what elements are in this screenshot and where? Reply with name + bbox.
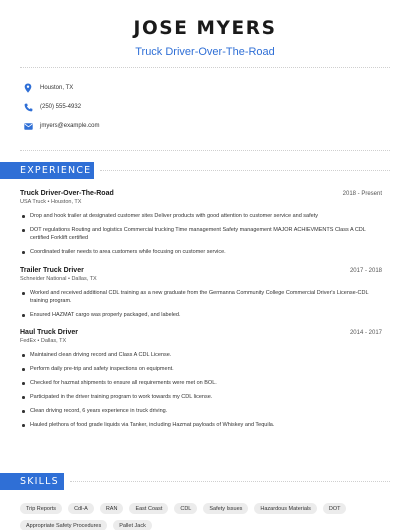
bullet-item: Clean driving record, 6 years experience in truck driving. <box>20 407 382 415</box>
job-entry <box>20 190 382 262</box>
email-icon <box>23 121 33 131</box>
resume-header <box>0 0 410 58</box>
bullet-item: Perform daily pre-trip and safety inspections on equipment. <box>20 365 382 373</box>
job-entry <box>20 267 382 325</box>
skill-chip: Safety Issues <box>203 503 248 514</box>
job-dates: 2018 - Present <box>342 191 382 197</box>
phone-icon <box>23 102 33 112</box>
skills-divider <box>70 481 390 482</box>
bullet-item: Drop and hook trailer at designated customer sites Deliver products with good attention to customer service and safety <box>20 212 382 220</box>
job-bullets <box>20 351 382 429</box>
skill-chip: RAN <box>100 503 124 514</box>
job-employer: Schneider National • Dallas, TX <box>20 276 97 282</box>
job-dates: 2017 - 2018 <box>349 268 382 274</box>
skill-chip: Cdl-A <box>68 503 94 514</box>
contact-info <box>20 67 390 151</box>
job-dates: 2014 - 2017 <box>349 330 382 336</box>
bullet-item: Maintained clean driving record and Class A CDL License. <box>20 351 382 359</box>
bullet-item: Ensured HAZMAT cargo was properly packaged, and labeled. <box>20 311 382 319</box>
contact-email <box>23 121 99 131</box>
job-bullets <box>20 289 382 319</box>
job-title: Truck Driver-Over-The-Road <box>20 190 114 197</box>
bullet-item: Participated in the driver training program to work towards my CDL license. <box>20 393 382 401</box>
contact-location <box>23 83 73 93</box>
skill-chip: Pallet Jack <box>113 520 152 530</box>
bullet-item: DOT regulations Routing and logistics Commercial trucking Time management Safety management MAJOR ACHIEVMENTS Class A CDL certified Forklift certified <box>20 226 382 242</box>
skills-heading: SKILLS <box>0 473 64 490</box>
skill-chip: Trip Reports <box>20 503 62 514</box>
bullet-item: Worked and received additional CDL training as a new graduate from the Germanna Community College Commercial Driver's License-CDL training program. <box>20 289 382 305</box>
skill-chip: Hazardous Materials <box>254 503 316 514</box>
contact-phone-text: (250) 555-4932 <box>40 104 82 110</box>
skill-chip: East Coast <box>129 503 168 514</box>
job-bullets <box>20 212 382 256</box>
experience-divider <box>100 170 390 171</box>
job-employer: FedEx • Dallas, TX <box>20 338 67 344</box>
contact-phone <box>23 102 81 112</box>
candidate-role: Truck Driver-Over-The-Road <box>135 46 275 58</box>
candidate-name: JOSE MYERS <box>133 18 277 39</box>
job-employer: USA Truck • Houston, TX <box>20 199 82 205</box>
skill-chip: DOT <box>323 503 347 514</box>
experience-heading: EXPERIENCE <box>0 162 94 179</box>
job-title: Haul Truck Driver <box>20 329 78 336</box>
contact-email-text: jmyers@example.com <box>40 123 100 129</box>
skills-list <box>20 503 390 530</box>
bullet-item: Checked for hazmat shipments to ensure all requirements were met on BOL. <box>20 379 382 387</box>
bullet-item: Hauled plethora of food grade liquids via Tanker, including Hazmat payloads of Whiskey and Tequila. <box>20 421 382 429</box>
skill-chip: CDL <box>174 503 197 514</box>
location-pin-icon <box>23 83 33 93</box>
skill-chip: Appropriate Safety Procedures <box>20 520 107 530</box>
job-entry <box>20 329 382 435</box>
contact-location-text: Houston, TX <box>40 85 74 91</box>
job-title: Trailer Truck Driver <box>20 267 84 274</box>
bullet-item: Coordinated trailer needs to area customers while focusing on customer service. <box>20 248 382 256</box>
